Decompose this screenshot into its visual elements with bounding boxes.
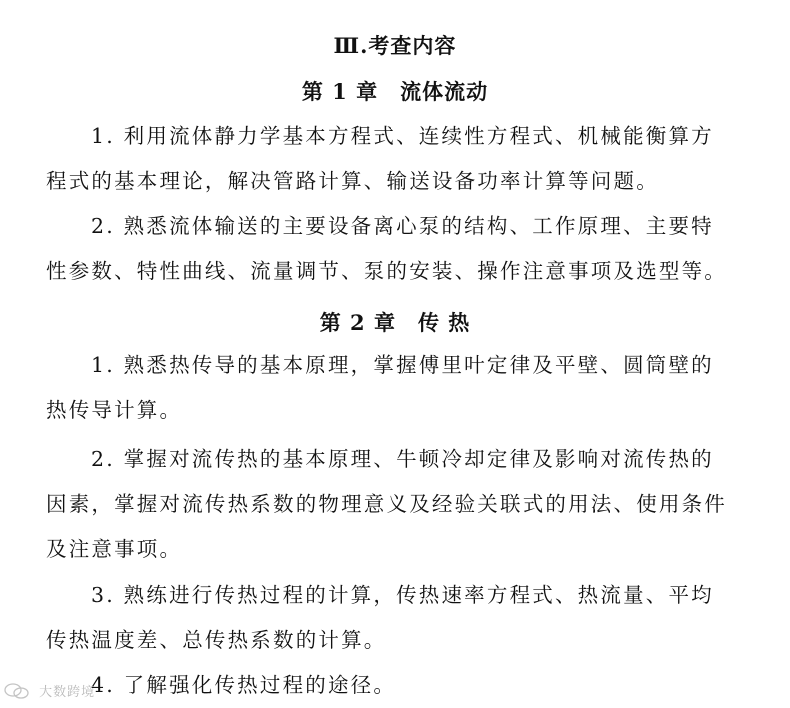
paragraph-line: 热传导计算。 <box>46 398 183 422</box>
chapter-2-title: 第 2 章 传 热 <box>319 310 471 335</box>
chapter-1-item-1 <box>46 114 716 204</box>
chapter-2-item-1 <box>46 343 716 433</box>
paragraph-line: 传热温度差、总传热系数的计算。 <box>46 628 387 652</box>
paragraph-line: 性参数、特性曲线、流量调节、泵的安装、操作注意事项及选型等。 <box>46 259 727 283</box>
paragraph-line: 及注意事项。 <box>46 537 183 561</box>
paragraph-line: 2. 熟悉流体输送的主要设备离心泵的结构、工作原理、主要特 <box>91 214 714 238</box>
watermark-text: 大数跨境 <box>39 685 96 700</box>
paragraph-line: 1. 熟悉热传导的基本原理，掌握傅里叶定律及平壁、圆筒壁的 <box>91 353 714 377</box>
section-heading: Ⅲ.考查内容 <box>333 33 457 58</box>
wechat-logo-icon <box>4 683 30 703</box>
chapter-1-item-2 <box>46 204 727 294</box>
chapter-2-item-2 <box>46 437 727 572</box>
paragraph-line: 4. 了解强化传热过程的途径。 <box>91 673 397 697</box>
paragraph-line: 因素，掌握对流传热系数的物理意义及经验关联式的用法、使用条件 <box>46 492 727 516</box>
chapter-2-item-3 <box>46 573 716 663</box>
chapter-2-item-4 <box>46 663 716 708</box>
paragraph-line: 程式的基本理论，解决管路计算、输送设备功率计算等问题。 <box>46 169 659 193</box>
watermark <box>4 681 95 703</box>
paragraph-line: 1. 利用流体静力学基本方程式、连续性方程式、机械能衡算方 <box>91 124 714 148</box>
paragraph-line: 3. 熟练进行传热过程的计算，传热速率方程式、热流量、平均 <box>91 583 714 607</box>
chapter-1-title: 第 1 章 流体流动 <box>301 79 489 104</box>
paragraph-line: 2. 掌握对流传热的基本原理、牛顿冷却定律及影响对流传热的 <box>91 447 714 471</box>
